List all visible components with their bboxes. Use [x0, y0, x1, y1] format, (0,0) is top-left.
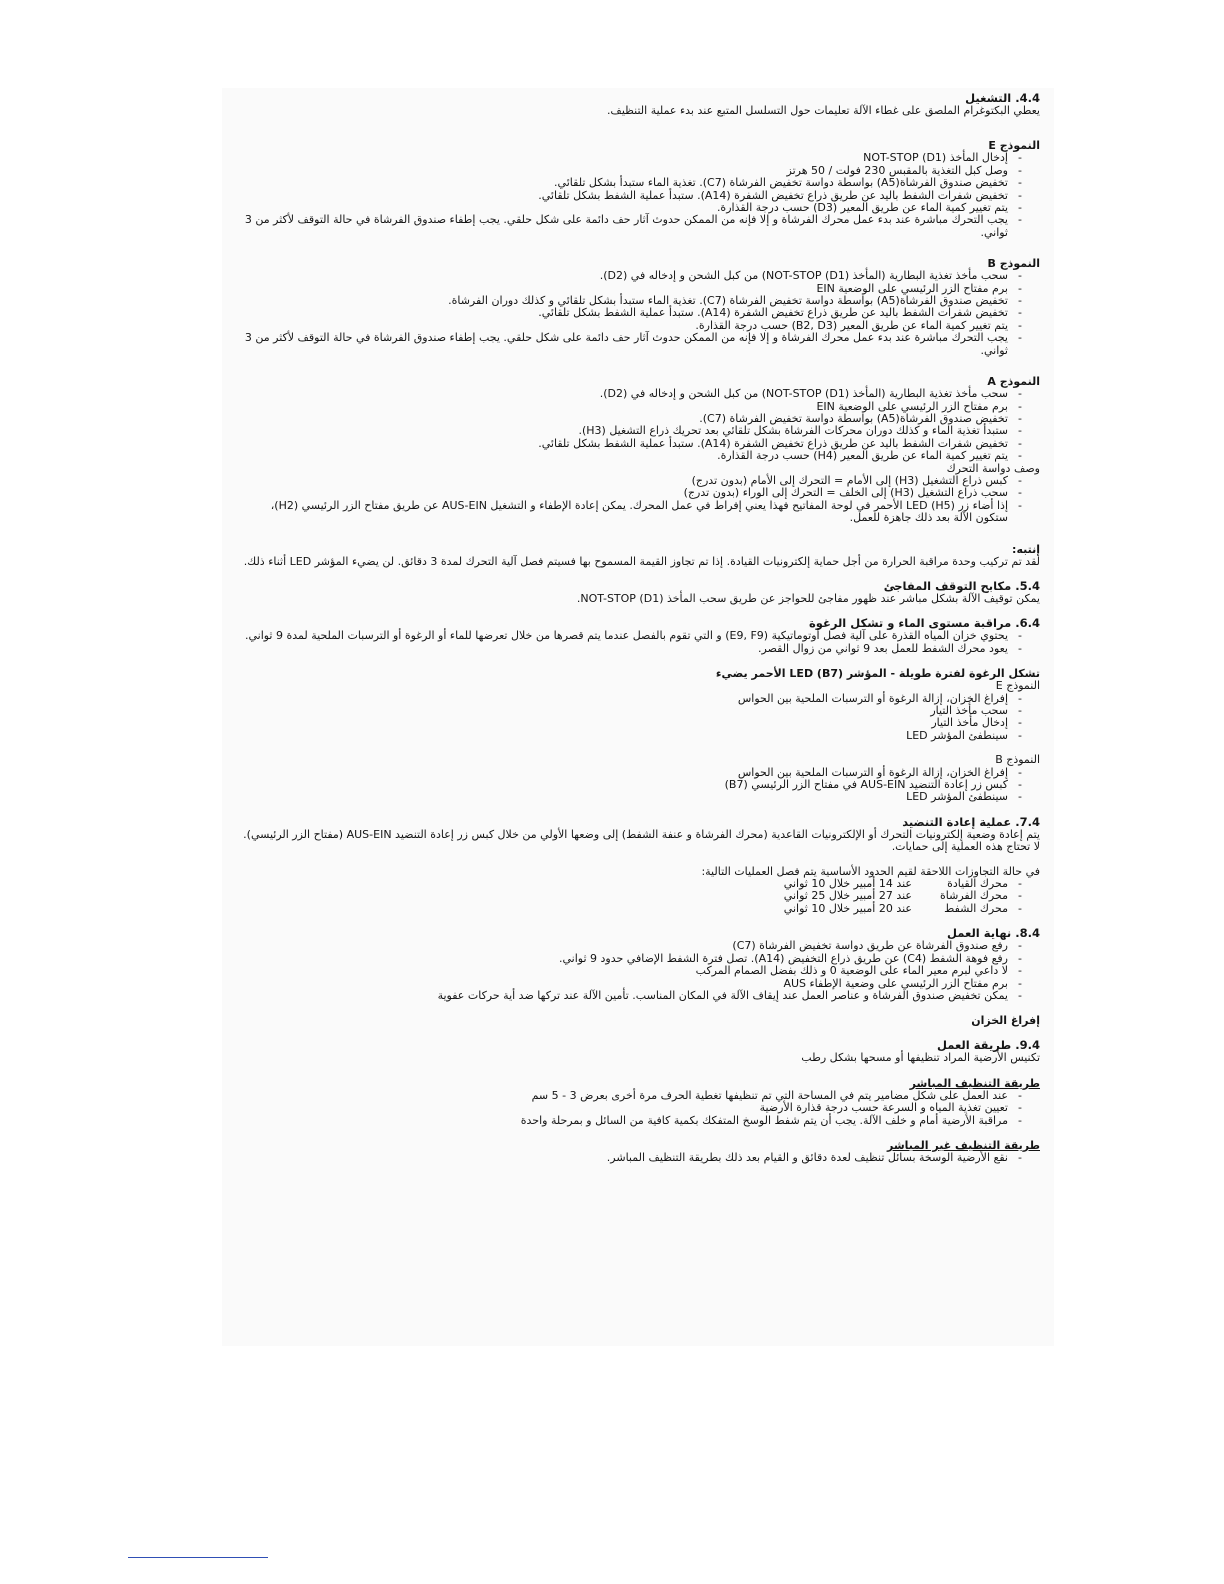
model-title: النموذج E: [995, 679, 1040, 693]
model-a-block: [240, 375, 1040, 524]
list-item: - برم مفتاح الزر الرئيسي على وضعية الإطفاء AUS: [240, 978, 1022, 990]
model-title: النموذج B: [995, 753, 1040, 767]
list-item: - نقع الأرضية الوسخة بسائل تنظيف لعدة دقائق و القيام بعد ذلك بطريقة التنظيف المباشر.: [240, 1152, 1022, 1164]
limit-value: عند 14 أمبير خلال 10 ثواني: [783, 877, 912, 891]
section-7-4: [240, 816, 1040, 915]
list-item: - ستبدأ تغذية الماء و كذلك دوران محركات الفرشاة بشكل تلقائي بعد تحريك ذراع التشغيل (H3).: [240, 425, 1022, 437]
section-9-4: [240, 1039, 1040, 1164]
indirect-method-list: [240, 1152, 1040, 1164]
warning-text: لقد تم تركيب وحدة مراقبة الحرارة من أجل حماية إلكترونيات القيادة. إذا تم تجاوز القيمة المسموح بها فسيتم فصل آلية التحرك لمدة 3 دقائق. لن يضيء المؤشر LED أثناء ذلك.: [243, 554, 1040, 568]
section-4-4: [240, 92, 1040, 117]
indirect-method-title: طريقة التنظيف غير المباشر: [886, 1138, 1040, 1152]
end-work-list: [240, 940, 1040, 1002]
limit-value: عند 20 أمبير خلال 10 ثواني: [783, 901, 912, 915]
list-item: - رفع صندوق الفرشاة عن طريق دواسة تخفيض الفرشاة (C7): [240, 940, 1022, 952]
list-item: - تخفيض شفرات الشفط باليد عن طريق ذراع تخفيض الشفرة (A14). ستبدأ عملية الشفط بشكل تلقائي.: [240, 307, 1022, 319]
model-title: النموذج B: [987, 257, 1040, 271]
section-title: 6.4. مراقبة مستوى الماء و تشكل الرغوة: [808, 616, 1040, 631]
list-item: - إفراغ الخزان، إزالة الرغوة أو الترسبات الملحية بين الحواس: [240, 767, 1022, 779]
list-item: - تخفيض شفرات الشفط باليد عن طريق ذراع تخفيض الشفرة (A14). ستبدأ عملية الشفط بشكل تلقائي.: [240, 190, 1022, 202]
list-item: - يجب التحرك مباشرة عند بدء عمل محرك الفرشاة و إلا فإنه من الممكن حدوث آثار حف دائمة على شكل حلقي. يجب إطفاء صندوق الفرشاة في حالة التوقف لأكثر من 3 ثواني.: [240, 214, 1022, 239]
model-e-block: [240, 139, 1040, 239]
list-item: - يتم تغيير كمية الماء عن طريق المعير (B2, D3) حسب درجة القذارة.: [240, 320, 1022, 332]
paragraph: يمكن توقيف الآلة بشكل مباشر عند ظهور مفاجئ للحواجز عن طريق سحب المأخذ NOT-STOP (D1).: [576, 591, 1040, 605]
section-5-4: [240, 580, 1040, 605]
section-title: 9.4. طريقة العمل: [936, 1038, 1040, 1053]
list-item: - سحب مأخذ تغذية البطارية (المأخذ NOT-STOP (D1)) من كبل الشحن و إدخاله في (D2).: [240, 270, 1022, 282]
pedal-list: [240, 475, 1040, 525]
limit-row: [240, 890, 1022, 902]
list-item: - مراقبة الأرضية أمام و خلف الآلة. يجب أن يتم شفط الوسخ المتفكك بكمية كافية من السائل و بمرحلة واحدة: [240, 1115, 1022, 1127]
list-item: - سحب ذراع التشغيل (H3) إلى الخلف = التحرك إلى الوراء (بدون تدرج): [240, 487, 1022, 499]
model-title: النموذج E: [988, 139, 1040, 153]
list-item: - تخفيض شفرات الشفط باليد عن طريق ذراع تخفيض الشفرة (A14). ستبدأ عملية الشفط بشكل تلقائي.: [240, 438, 1022, 450]
section-6-4: [240, 617, 1040, 803]
foam-e-list: [240, 693, 1040, 743]
section-title: 4.4. التشغيل: [965, 91, 1040, 105]
list-item: - إدخال المأخذ NOT-STOP (D1): [240, 152, 1022, 164]
list-item: - سحب مأخذ تغذية البطارية (المأخذ NOT-STOP (D1)) من كبل الشحن و إدخاله في (D2).: [240, 388, 1022, 400]
list-item: - برم مفتاح الزر الرئيسي على الوضعية EIN: [240, 401, 1022, 413]
model-e-list: [240, 152, 1040, 239]
list-item: - يجب التحرك مباشرة عند بدء عمل محرك الفرشاة و إلا فإنه من الممكن حدوث آثار حف دائمة على شكل حلقي. يجب إطفاء صندوق الفرشاة في حالة التوقف لأكثر من 3 ثواني.: [240, 332, 1022, 357]
model-b-list: [240, 270, 1040, 357]
limit-name: محرك القيادة: [947, 877, 1008, 891]
list-item: - وصل كبل التغذية بالمقبس 230 فولت / 50 هرتز: [240, 165, 1022, 177]
list-item: - إفراغ الخزان، إزالة الرغوة أو الترسبات الملحية بين الحواس: [240, 693, 1022, 705]
limits-intro: في حالة التجاوزات اللاحقة لقيم الحدود الأساسية يتم فصل العمليات التالية:: [701, 864, 1040, 878]
limit-row: [240, 903, 1022, 915]
paragraph: يتم إعادة وضعية إلكترونيات التحرك أو الإلكترونيات القاعدية (محرك الفرشاة و عنفة الشفط) إلى وضعها الأولي من خلال كبس زر إعادة التنضيد AUS-EIN (مفتاح الزر الرئيسي). لا تحتاج هذه العملية إلى حمايات.: [243, 827, 1040, 854]
section-title: 7.4. عملية إعادة التنضيد: [902, 814, 1040, 829]
level-list: [240, 630, 1040, 655]
foam-b-list: [240, 767, 1040, 804]
list-item: - تخفيض صندوق الفرشاة(A5) بواسطة دواسة تخفيض الفرشاة (C7).: [240, 413, 1022, 425]
list-item: - يعود محرك الشفط للعمل بعد 9 ثواني من زوال القصر.: [240, 643, 1022, 655]
paragraph: يعطي البكتوغرام الملصق على غطاء الآلة تعليمات حول التسلسل المتبع عند بدء عملية التنظيف.: [606, 104, 1040, 117]
limit-name: محرك الشفط: [944, 901, 1008, 915]
limit-name: محرك الفرشاة: [940, 889, 1008, 903]
list-item: - يتم تغيير كمية الماء عن طريق المعير (D3) حسب درجة القذارة.: [240, 202, 1022, 214]
direct-method-title: طريقة التنظيف المباشر: [909, 1076, 1040, 1090]
warning-block: [240, 543, 1040, 568]
model-title: النموذج A: [987, 375, 1040, 389]
pedal-title: وصف دواسة التحرك: [946, 461, 1040, 475]
list-item: - تخفيض صندوق الفرشاة(A5) بواسطة دواسة تخفيض الفرشاة (C7). تغذية الماء ستبدأ بشكل تلقائي.: [240, 177, 1022, 189]
list-item: - سينطفئ المؤشر LED: [240, 730, 1022, 742]
list-item: - برم مفتاح الزر الرئيسي على الوضعية EIN: [240, 283, 1022, 295]
section-title: 5.4. مكابح التوقف المفاجئ: [883, 578, 1040, 593]
list-item: - تعيين تغذية المياه و السرعة حسب درجة قذارة الأرضية: [240, 1102, 1022, 1114]
foam-title: تشكل الرغوة لفترة طويلة - المؤشر (B7) LED الأحمر يضيء: [715, 667, 1040, 681]
list-item: - إدخال مأخذ التيار: [240, 717, 1022, 729]
list-item: - كبس ذراع التشغيل (H3) إلى الأمام = التحرك إلى الأمام (بدون تدرج): [240, 475, 1022, 487]
model-b-block: [240, 257, 1040, 357]
list-item: - لا داعي لبرم معير الماء على الوضعية 0 و ذلك بفضل الصمام المركب: [240, 965, 1022, 977]
model-a-list: [240, 388, 1040, 462]
list-item: - كبس زر إعادة التنضيد AUS-EIN في مفتاح الزر الرئيسي (B7): [240, 779, 1022, 791]
list-item: - يمكن تخفيض صندوق الفرشاة و عناصر العمل عند إيقاف الآلة في المكان المناسب. تأمين الآلة عند تركها ضد أية حركات عفوية: [240, 990, 1022, 1002]
list-item: - عند العمل على شكل مضامير يتم في المساحة التي تم تنظيفها تغطية الحرف مرة أخرى بعرض 3 - 5 سم: [240, 1090, 1022, 1102]
limits-list: [240, 878, 1040, 915]
list-item: - إذا أضاء زر LED (H5) الأحمر في لوحة المفاتيح فهذا يعني إفراط في عمل المحرك. يمكن إعادة الإطفاء و التشغيل AUS-EIN عن طريق مفتاح الزر الرئيسي (H2)، ستكون الآلة بعد ذلك جاهزة للعمل.: [240, 500, 1022, 525]
list-item: - يتم تغيير كمية الماء عن طريق المعير (H4) حسب درجة القذارة.: [240, 450, 1022, 462]
footnote-separator: [128, 1557, 268, 1558]
warning-title: إنتبه:: [1012, 542, 1040, 556]
section-title: 8.4. نهاية العمل: [947, 926, 1040, 941]
drain-title: إفراغ الخزان: [971, 1014, 1040, 1028]
direct-method-list: [240, 1090, 1040, 1127]
section-8-4: [240, 927, 1040, 1027]
scanned-page: [222, 88, 1054, 1346]
list-item: - يحتوي خزان المياه القذرة على آلية فصل أوتوماتيكية (E9, F9) و التي تقوم بالفصل عندما يتم قصرها من خلال تعرضها للماء أو الرغوة أو الترسبات الملحية لمدة 9 ثواني.: [240, 630, 1022, 642]
limit-value: عند 27 أمبير خلال 25 ثواني: [783, 889, 912, 903]
list-item: - تخفيض صندوق الفرشاة(A5) بواسطة دواسة تخفيض الفرشاة (C7). تغذية الماء ستبدأ بشكل تلقائي و كذلك دوران الفرشاة.: [240, 295, 1022, 307]
list-item: - سينطفئ المؤشر LED: [240, 791, 1022, 803]
list-item: - رفع فوهة الشفط (C4) عن طريق ذراع التخفيض (A14). تصل فترة الشفط الإضافي حدود 9 ثواني.: [240, 953, 1022, 965]
paragraph: تكنيس الأرضية المراد تنظيفها أو مسحها بشكل رطب: [801, 1051, 1040, 1065]
list-item: - سحب مأخذ التيار: [240, 705, 1022, 717]
